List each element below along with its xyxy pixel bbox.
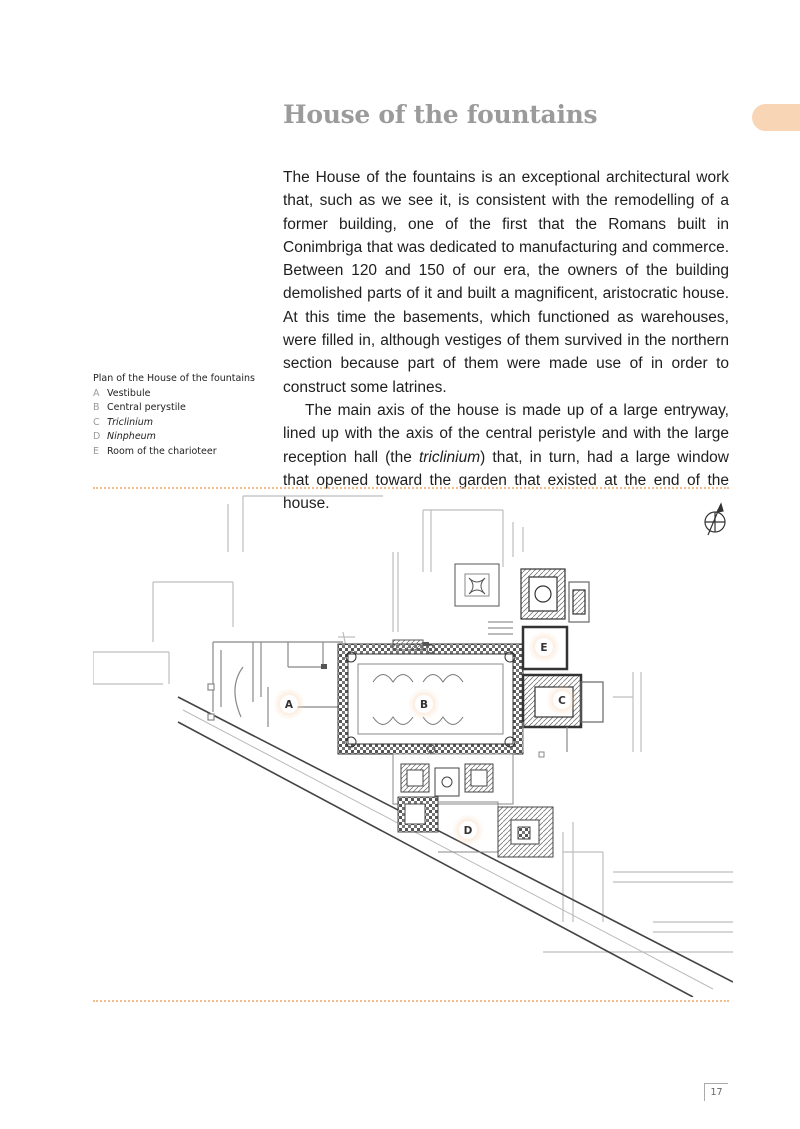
plan-marker-c [546,684,578,716]
paragraph-2-start: The main axis of the house is made up of a large entryway, lined up with the axis of the central peristyle and with the large reception hall (the [283,401,729,466]
legend-item-a [93,387,273,402]
plan-marker-e [528,631,560,663]
legend-label: Vestibule [107,387,151,399]
plan-marker-b-label: B [419,699,429,711]
section-tab-marker [752,104,800,131]
caption-title: Plan of the House of the fountains [93,373,255,384]
west-wing [208,642,343,727]
page-number: 17 [704,1083,728,1101]
page-title: House of the fountains [283,100,598,129]
legend-label: Ninpheum [107,431,156,443]
paragraph-1: The House of the fountains is an exceptional architectural work that, such as we see it, is consistent with the remodelling of a former building, one of the first that the Romans built in Conimbriga that was dedicated to manufacturing and commerce. Between 120 and 150 of our era, the owners of the building demolished parts of it and built a magnificent, aristocratic house. At this time the basements, which functioned as warehouses, were filled in, although vestiges of them survived in the northern section because part of them were made use of in order to construct some latrines. [283,169,729,396]
legend-letter: E [93,445,100,457]
legend-letter: C [93,416,100,428]
east-rooms [521,569,603,752]
divider-top [93,487,729,489]
legend-letter: D [93,431,101,443]
legend-label: Room of the charioteer [107,445,217,457]
legend-letter: A [93,387,100,399]
legend-item-d [93,430,273,445]
legend-label: Triclinium [107,416,154,428]
plan-marker-d [452,814,484,846]
legend-label: Central perystile [107,402,186,414]
floor-plan [93,492,733,997]
legend-letter: B [93,402,100,414]
plan-marker-a [273,688,305,720]
plan-marker-c-label: C [558,695,566,707]
plan-marker-b [408,688,440,720]
compass-icon [705,504,725,535]
paragraph-2-end: ) that, in turn, had a large window that opened toward the garden that existed at the end of the house. [283,448,729,513]
body-text [283,166,729,515]
legend-item-b [93,401,273,416]
paragraph-2-italic: triclinium [418,448,481,466]
plan-marker-a-label: A [284,699,294,711]
legend-item-c [93,416,273,431]
plan-marker-e-label: E [540,642,548,654]
north-room [455,564,513,634]
legend-item-e [93,445,273,460]
plan-marker-d-label: D [463,825,473,837]
divider-bottom [93,1000,729,1002]
figure-caption [93,372,273,460]
